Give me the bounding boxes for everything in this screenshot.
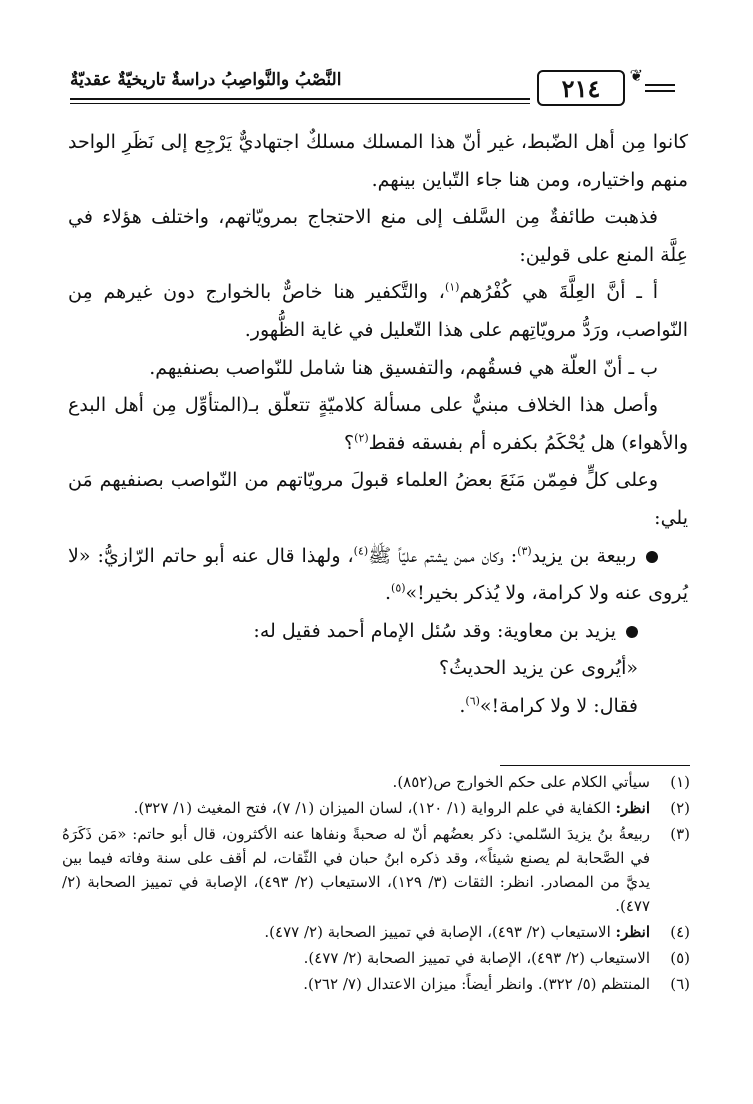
header-rule bbox=[70, 98, 530, 100]
footnote-ref[interactable]: (٤) bbox=[353, 544, 369, 558]
page-header bbox=[70, 66, 685, 116]
honorific: ﷺ bbox=[368, 544, 392, 567]
running-title: النَّصْبُ والنَّواصِبُ دراسةٌ تاريخيّةٌ عقديّةٌ bbox=[70, 70, 342, 90]
paragraph: وأصل هذا الخلاف مبنيٌّ على مسألة كلاميّةٍ تتعلّق بـ(المتأوِّل مِن أهل البدع والأهواء) هل يُحْكَمُ بكفره أم بفسقه فقط$^{(٢)}$؟ bbox=[68, 394, 688, 454]
footnote-ref[interactable]: (١) bbox=[444, 281, 460, 295]
bullet-icon bbox=[626, 626, 638, 638]
footnote-ref[interactable]: (٥) bbox=[391, 581, 406, 595]
footnote-number: (١) bbox=[670, 773, 690, 791]
footnote: (٣) ربيعةُ بنُ يزيدَ السّلمي: ذكر بعضُهم أنّ له صحبةً ونفاها عنه الأكثرون، قال أبو حاتم: «مَن ذَكَرَهُ في الصَّحابة لم يصنع شيئاً»، وقد ذكره ابنُ حبان في الثّقات، لم أقف على سنة وفاته فيما بين يديَّ من المصادر. انظر: الثقات (٣/ ١٢٩)، الاستيعاب (٢/ ٤٩٣)، الإصابة في تمييز الصحابة (٢/ ٤٧٧). bbox=[62, 822, 690, 918]
paragraph: «أيُروى عن يزيد الحديثُ؟ bbox=[438, 657, 638, 680]
footnote-number: (٣) bbox=[670, 825, 690, 843]
bullet-item: ربيعة بن يزيد$^{(٣)}$: وكان ممن يشتم عليّاً ﷺ$^{(٤)}$، ولهذا قال عنه أبو حاتم الرّازيُّ: «لا يُروى عنه ولا كرامة، ولا يُذكر بخير!»$^{(٥)}$. bbox=[68, 544, 688, 605]
ornament-icon: ❦ bbox=[629, 66, 643, 85]
footnote-number: (٥) bbox=[670, 949, 690, 967]
footnote: (٦) المنتظم (٥/ ٣٢٢). وانظر أيضاً: ميزان الاعتدال (٧/ ٢٦٢). bbox=[62, 972, 690, 996]
paragraph: ب ـ أنّ العلّة هي فسقُهم، والتفسيق هنا شامل للنّواصب بصنفيهم. bbox=[149, 356, 658, 379]
footnote-ref[interactable]: (٣) bbox=[517, 544, 532, 558]
footnote: (٢) انظر: الكفاية في علم الرواية (١/ ١٢٠)، لسان الميزان (١/ ٧)، فتح المغيث (١/ ٣٢٧). bbox=[62, 796, 690, 820]
bullet-item: يزيد بن معاوية: وقد سُئل الإمام أحمد فقيل له: bbox=[68, 613, 688, 651]
header-dash bbox=[645, 90, 675, 92]
footnote-number: (٢) bbox=[670, 799, 690, 817]
footnote-ref[interactable]: (٦) bbox=[465, 694, 480, 708]
footnote-number: (٤) bbox=[670, 923, 690, 941]
footnotes bbox=[62, 770, 690, 998]
footnote-separator bbox=[500, 765, 690, 766]
paragraph: فقال: لا ولا كرامة!»$^{(٦)}$. bbox=[459, 694, 638, 717]
header-rule bbox=[70, 103, 530, 104]
paragraph: وعلى كلٍّ فمِمّن مَنَعَ بعضُ العلماء قبولَ مرويّاتهم من النّواصب بصنفيهم مَن يلي: bbox=[68, 469, 688, 529]
page-number: ٢١٤ bbox=[537, 70, 625, 106]
paragraph: كانوا مِن أهل الضّبط، غير أنّ هذا المسلك مسلكٌ اجتهاديٌّ يَرْجِع إلى نَظَرِ الواحد منهم واختياره، ومن هنا جاء التّباين بينهم. bbox=[68, 131, 688, 191]
paragraph: أ ـ أنَّ العِلَّةَ هي كُفْرُهم$^{(١)}$، والتَّكفير هنا خاصٌّ بالخوارج دون غيرهم مِن النّواصب، ورَدُّ مرويّاتِهم على هذا التّعليل في غاية الظُّهور. bbox=[68, 281, 688, 341]
header-dash bbox=[645, 84, 675, 86]
footnote-number: (٦) bbox=[670, 975, 690, 993]
footnote: (٥) الاستيعاب (٢/ ٤٩٣)، الإصابة في تمييز الصحابة (٢/ ٤٧٧). bbox=[62, 946, 690, 970]
paragraph: فذهبت طائفةٌ مِن السَّلف إلى منع الاحتجاج بمرويّاتهم، واختلف هؤلاء في عِلَّة المنع على قولين: bbox=[68, 206, 688, 266]
bullet-icon bbox=[646, 551, 658, 563]
main-text bbox=[68, 124, 688, 726]
footnote-ref[interactable]: (٢) bbox=[354, 431, 369, 445]
footnote: (٤) انظر: الاستيعاب (٢/ ٤٩٣)، الإصابة في تمييز الصحابة (٢/ ٤٧٧). bbox=[62, 920, 690, 944]
footnote: (١) سيأتي الكلام على حكم الخوارج ص(٨٥٢). bbox=[62, 770, 690, 794]
